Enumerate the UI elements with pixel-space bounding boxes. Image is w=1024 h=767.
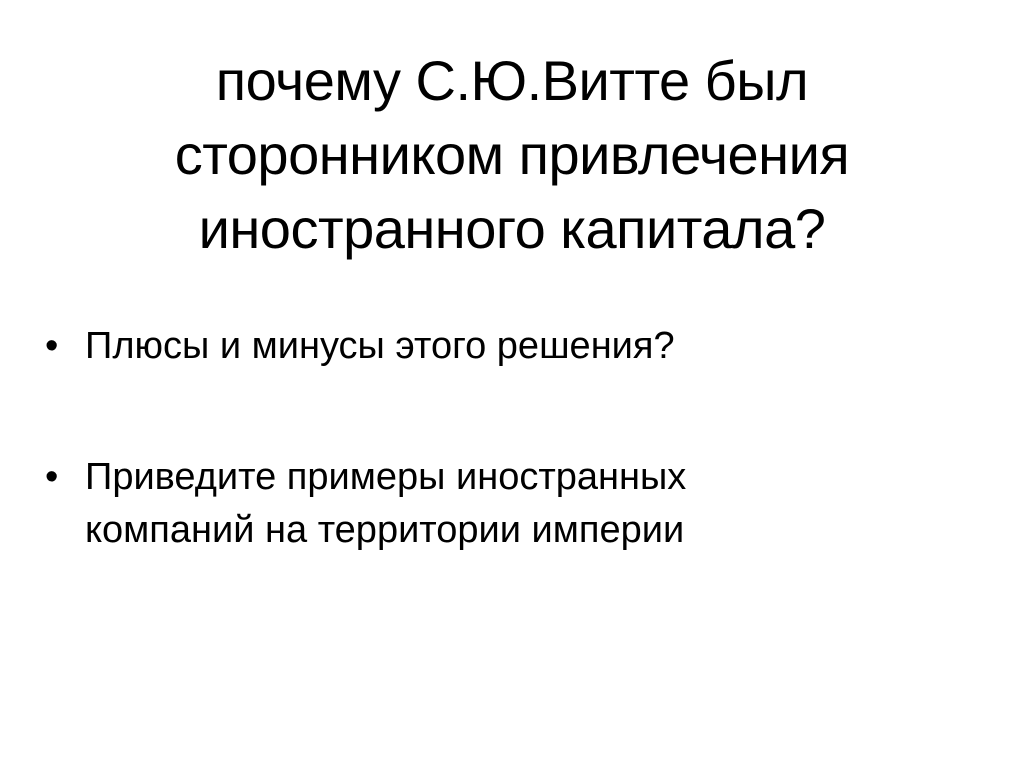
slide-title-line: иностранного капитала? xyxy=(198,196,826,260)
slide-title-line: сторонником привлечения xyxy=(174,122,850,186)
slide-title-line: почему С.Ю.Витте был xyxy=(215,49,809,112)
bullet-icon: • xyxy=(45,324,59,367)
bullet-text: Приведите примеры иностранных компаний на территории империи xyxy=(85,455,687,552)
bullet-list xyxy=(45,320,1024,558)
list-item xyxy=(45,320,825,373)
slide-title xyxy=(72,44,952,266)
bullet-text: Плюсы и минусы этого решения? xyxy=(85,324,675,367)
list-item xyxy=(45,451,825,557)
bullet-icon: • xyxy=(45,455,59,498)
